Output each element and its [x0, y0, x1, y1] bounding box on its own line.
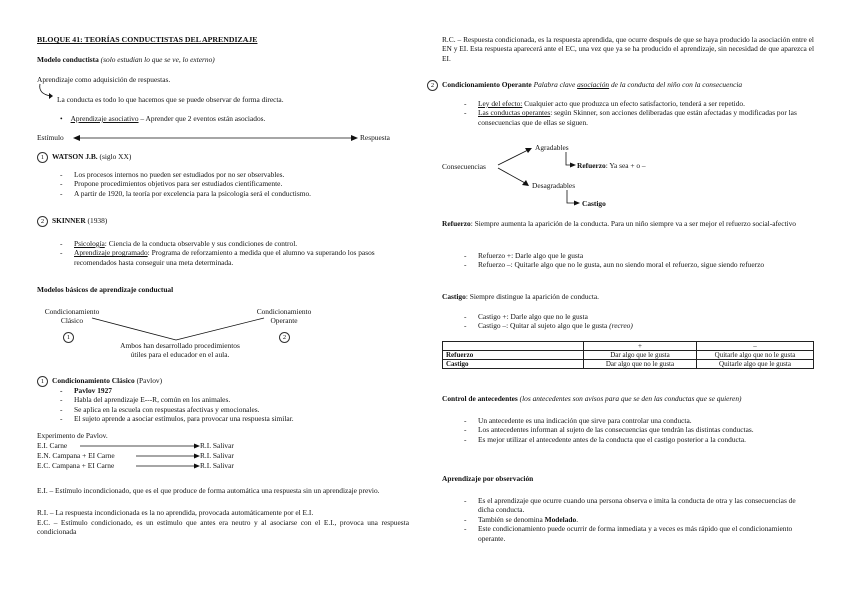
refuerzo-def-text: : Siempre aumenta la aparición de la conducta. Para un niño siempre va a ser mejor el refuerzo social-afectivo: [470, 219, 796, 228]
list-item: - El sujeto aprende a asociar estímulos, para provocar una respuesta similar.: [56, 414, 408, 423]
castigo-recreo: (recreo): [609, 321, 633, 331]
list-item: - Es el aprendizaje que ocurre cuando una persona observa e imita la conducta de otra y las consecuencias de dicha conducta.: [460, 496, 812, 515]
exp-row-right: R.I. Salivar: [200, 451, 234, 460]
cond-operante-line2: Operante: [270, 316, 298, 326]
consecuencias-label: Consecuencias: [442, 162, 486, 171]
list-item: - Este condicionamiento puede ocurrir de forma inmediata y a veces es más rápido que el condicionamiento operante.: [460, 524, 812, 543]
table-cell: Quitarle algo que no le gusta: [697, 351, 814, 360]
cond-operante-line1: Condicionamiento: [256, 307, 312, 316]
circle-number-icon: 2: [279, 332, 290, 343]
control-heading: [442, 394, 741, 403]
respuesta-label: Respuesta: [360, 133, 390, 142]
ri-definition: R.I. – La respuesta incondicionada es la no aprendida, provocada automáticamente por el E.I.: [37, 508, 314, 517]
obs-i2-b: Modelado: [544, 514, 577, 524]
page-title: BLOQUE 41: TEORÍAS CONDUCTISTAS DEL APRENDIZAJE: [37, 35, 258, 44]
obs-i2-a: También se denomina: [478, 514, 545, 524]
modelo-label: Modelo conductista: [37, 55, 99, 64]
observacion-list: [460, 496, 812, 543]
table-cell: +: [584, 342, 697, 351]
ec-definition: E.C. – Estímulo condicionado, es un estímulo que antes era neutro y al asociarse con el E.I., provoca una respuesta condicionada: [37, 518, 409, 537]
list-item: - Los antecedentes informan al sujeto de las consecuencias que tendrán las distintas conductas.: [460, 425, 812, 434]
exp-row-left: E.I. Carne: [37, 441, 68, 450]
castigo-definition: [442, 292, 599, 301]
refuerzo-castigo-table: [442, 341, 814, 369]
castigo-list: [460, 312, 812, 331]
modelo-note: (solo estudian lo que se ve, lo externo): [100, 55, 215, 64]
table-cell: –: [697, 342, 814, 351]
skinner-year: (1938): [85, 216, 108, 226]
ley-term: Ley del efecto:: [478, 99, 523, 108]
psicologia-term: Psicología: [74, 239, 105, 248]
conducta-definition: La conducta es todo lo que hacemos que se puede observar de forma directa.: [57, 95, 284, 104]
circle-number-icon: 1: [37, 152, 48, 163]
ei-definition: E.I. – Estímulo incondicionado, que es el que produce de forma automática una respuesta sin un aprendizaje previo.: [37, 486, 380, 495]
skinner-name: SKINNER: [52, 216, 86, 226]
estimulo-label: Estímulo: [37, 133, 64, 142]
table-row: [443, 351, 814, 360]
bullet-dot-icon: •: [60, 114, 63, 123]
asociativo-rest: – Aprender que 2 eventos están asociados.: [138, 114, 266, 123]
refuerzo-list: [460, 251, 812, 270]
castigo-node: Castigo: [582, 199, 606, 208]
operante-title: Condicionamiento Operante: [442, 80, 532, 90]
list-item: - Los procesos internos no pueden ser estudiados por no ser observables.: [56, 170, 406, 179]
rc-definition: R.C. – Respuesta condicionada, es la respuesta aprendida, que ocurre después de que se haya producido la asociación entre el EN y EI. Esta respuesta aparecerá ante el EC, una vez que ya se ha producido el aprendizaje, sin necesidad de que aparezca el EI.: [442, 35, 814, 63]
control-title: Control de antecedentes: [442, 394, 518, 403]
table-cell: Castigo: [443, 360, 584, 369]
watson-era: (siglo XX): [97, 152, 132, 162]
ambos-line2: útiles para el educador en el aula.: [130, 350, 230, 360]
operante-note-b: de la conducta del niño con la consecuencia: [609, 80, 743, 90]
control-list: [460, 416, 812, 444]
castigo-item-text: Castigo –: Quitar al sujeto algo que le gusta: [478, 321, 608, 331]
watson-name: WATSON J.B.: [52, 152, 98, 162]
exp-row-right: R.I. Salivar: [200, 441, 234, 450]
conductas-term: Las conductas operantes: [478, 108, 551, 118]
exp-row-left: E.C. Campana + EI Carne: [37, 461, 115, 470]
refuerzo-node-label: Refuerzo: [577, 161, 606, 170]
observacion-title: Aprendizaje por observación: [442, 474, 534, 483]
modelos-title: Modelos básicos de aprendizaje conductual: [37, 285, 174, 294]
conductas-rest: : según Skinner, son acciones deliberadas que están afectadas y modificadas por las consecuencias que de ellas se siguen.: [478, 108, 797, 127]
agradables-label: Agradables: [535, 143, 569, 152]
cond-clasico-line1: Condicionamiento: [44, 307, 100, 316]
clasico-author: (Pavlov): [134, 376, 163, 386]
desagradables-label: Desagradables: [532, 181, 576, 190]
table-cell: Dar algo que no le gusta: [584, 360, 697, 369]
refuerzo-node-rest: : Ya sea + o –: [605, 161, 646, 170]
list-item: - A partir de 1920, la teoría por excelencia para la psicología será el conductismo.: [56, 189, 406, 198]
castigo-def-label: Castigo: [442, 292, 466, 301]
obs-i2-c: .: [576, 514, 579, 524]
psicologia-rest: : Ciencia de la conducta observable y sus condiciones de control.: [104, 239, 298, 248]
clasico-title: Condicionamiento Clásico: [52, 376, 135, 386]
ambos-line1: Ambos han desarrollado procedimientos: [120, 341, 240, 350]
circle-number-icon: 2: [427, 80, 438, 91]
programado-term: Aprendizaje programado: [74, 248, 148, 258]
exp-row-left: E.N. Campana + EI Carne: [37, 451, 115, 460]
control-note: (los antecedentes son avisos para que se den las conductas que se quieren): [517, 394, 742, 403]
list-item: - Castigo +: Darle algo que no le gusta: [460, 312, 812, 321]
list-item: - Un antecedente es una indicación que sirve para controlar una conducta.: [460, 416, 812, 425]
experimento-title: Experimento de Pavlov.: [37, 431, 108, 440]
table-cell: [443, 342, 584, 351]
list-item: - Propone procedimientos objetivos para ser estudiados científicamente.: [56, 179, 406, 188]
list-item: - Se aplica en la escuela con respuestas afectivas y emocionales.: [56, 405, 408, 414]
operante-note-u: asociación: [577, 80, 610, 90]
list-item: [460, 515, 812, 524]
circle-number-icon: 2: [37, 216, 48, 227]
table-row: [443, 342, 814, 351]
list-item: - Es mejor utilizar el antecedente antes de la conducta que el castigo posterior a la conducta.: [460, 435, 812, 444]
table-row: [443, 360, 814, 369]
refuerzo-def-label: Refuerzo: [442, 219, 471, 228]
operante-note-a: Palabra clave: [531, 80, 578, 90]
exp-row-right: R.I. Salivar: [200, 461, 234, 470]
refuerzo-definition: [442, 219, 814, 228]
list-item: - Refuerzo +: Darle algo que le gusta: [460, 251, 812, 260]
table-cell: Quitarle algo que le gusta: [697, 360, 814, 369]
list-item: - Habla del aprendizaje E---R, común en los animales.: [56, 395, 408, 404]
castigo-def-text: : Siempre distingue la aparición de conducta.: [465, 292, 600, 301]
ley-rest: Cualquier acto que produzca un efecto satisfactorio, tenderá a ser repetido.: [522, 99, 745, 108]
list-item: [460, 321, 812, 330]
list-item: - Pavlov 1927: [56, 386, 408, 395]
adquisicion-text: Aprendizaje como adquisición de respuestas.: [37, 75, 171, 84]
asociativo-term: Aprendizaje asociativo: [70, 114, 139, 123]
circle-number-icon: 1: [37, 376, 48, 387]
table-cell: Dar algo que le gusta: [584, 351, 697, 360]
circle-number-icon: 1: [63, 332, 74, 343]
list-item: - Refuerzo –: Quitarle algo que no le gusta, aun no siendo moral el refuerzo, sigue siendo refuerzo: [460, 260, 812, 269]
table-cell: Refuerzo: [443, 351, 584, 360]
cond-clasico-line2: Clásico: [60, 316, 84, 326]
programado-rest: : Programa de reforzamiento a medida que el alumno va superando los pasos recomendados hasta conseguir una meta determinada.: [74, 248, 375, 267]
